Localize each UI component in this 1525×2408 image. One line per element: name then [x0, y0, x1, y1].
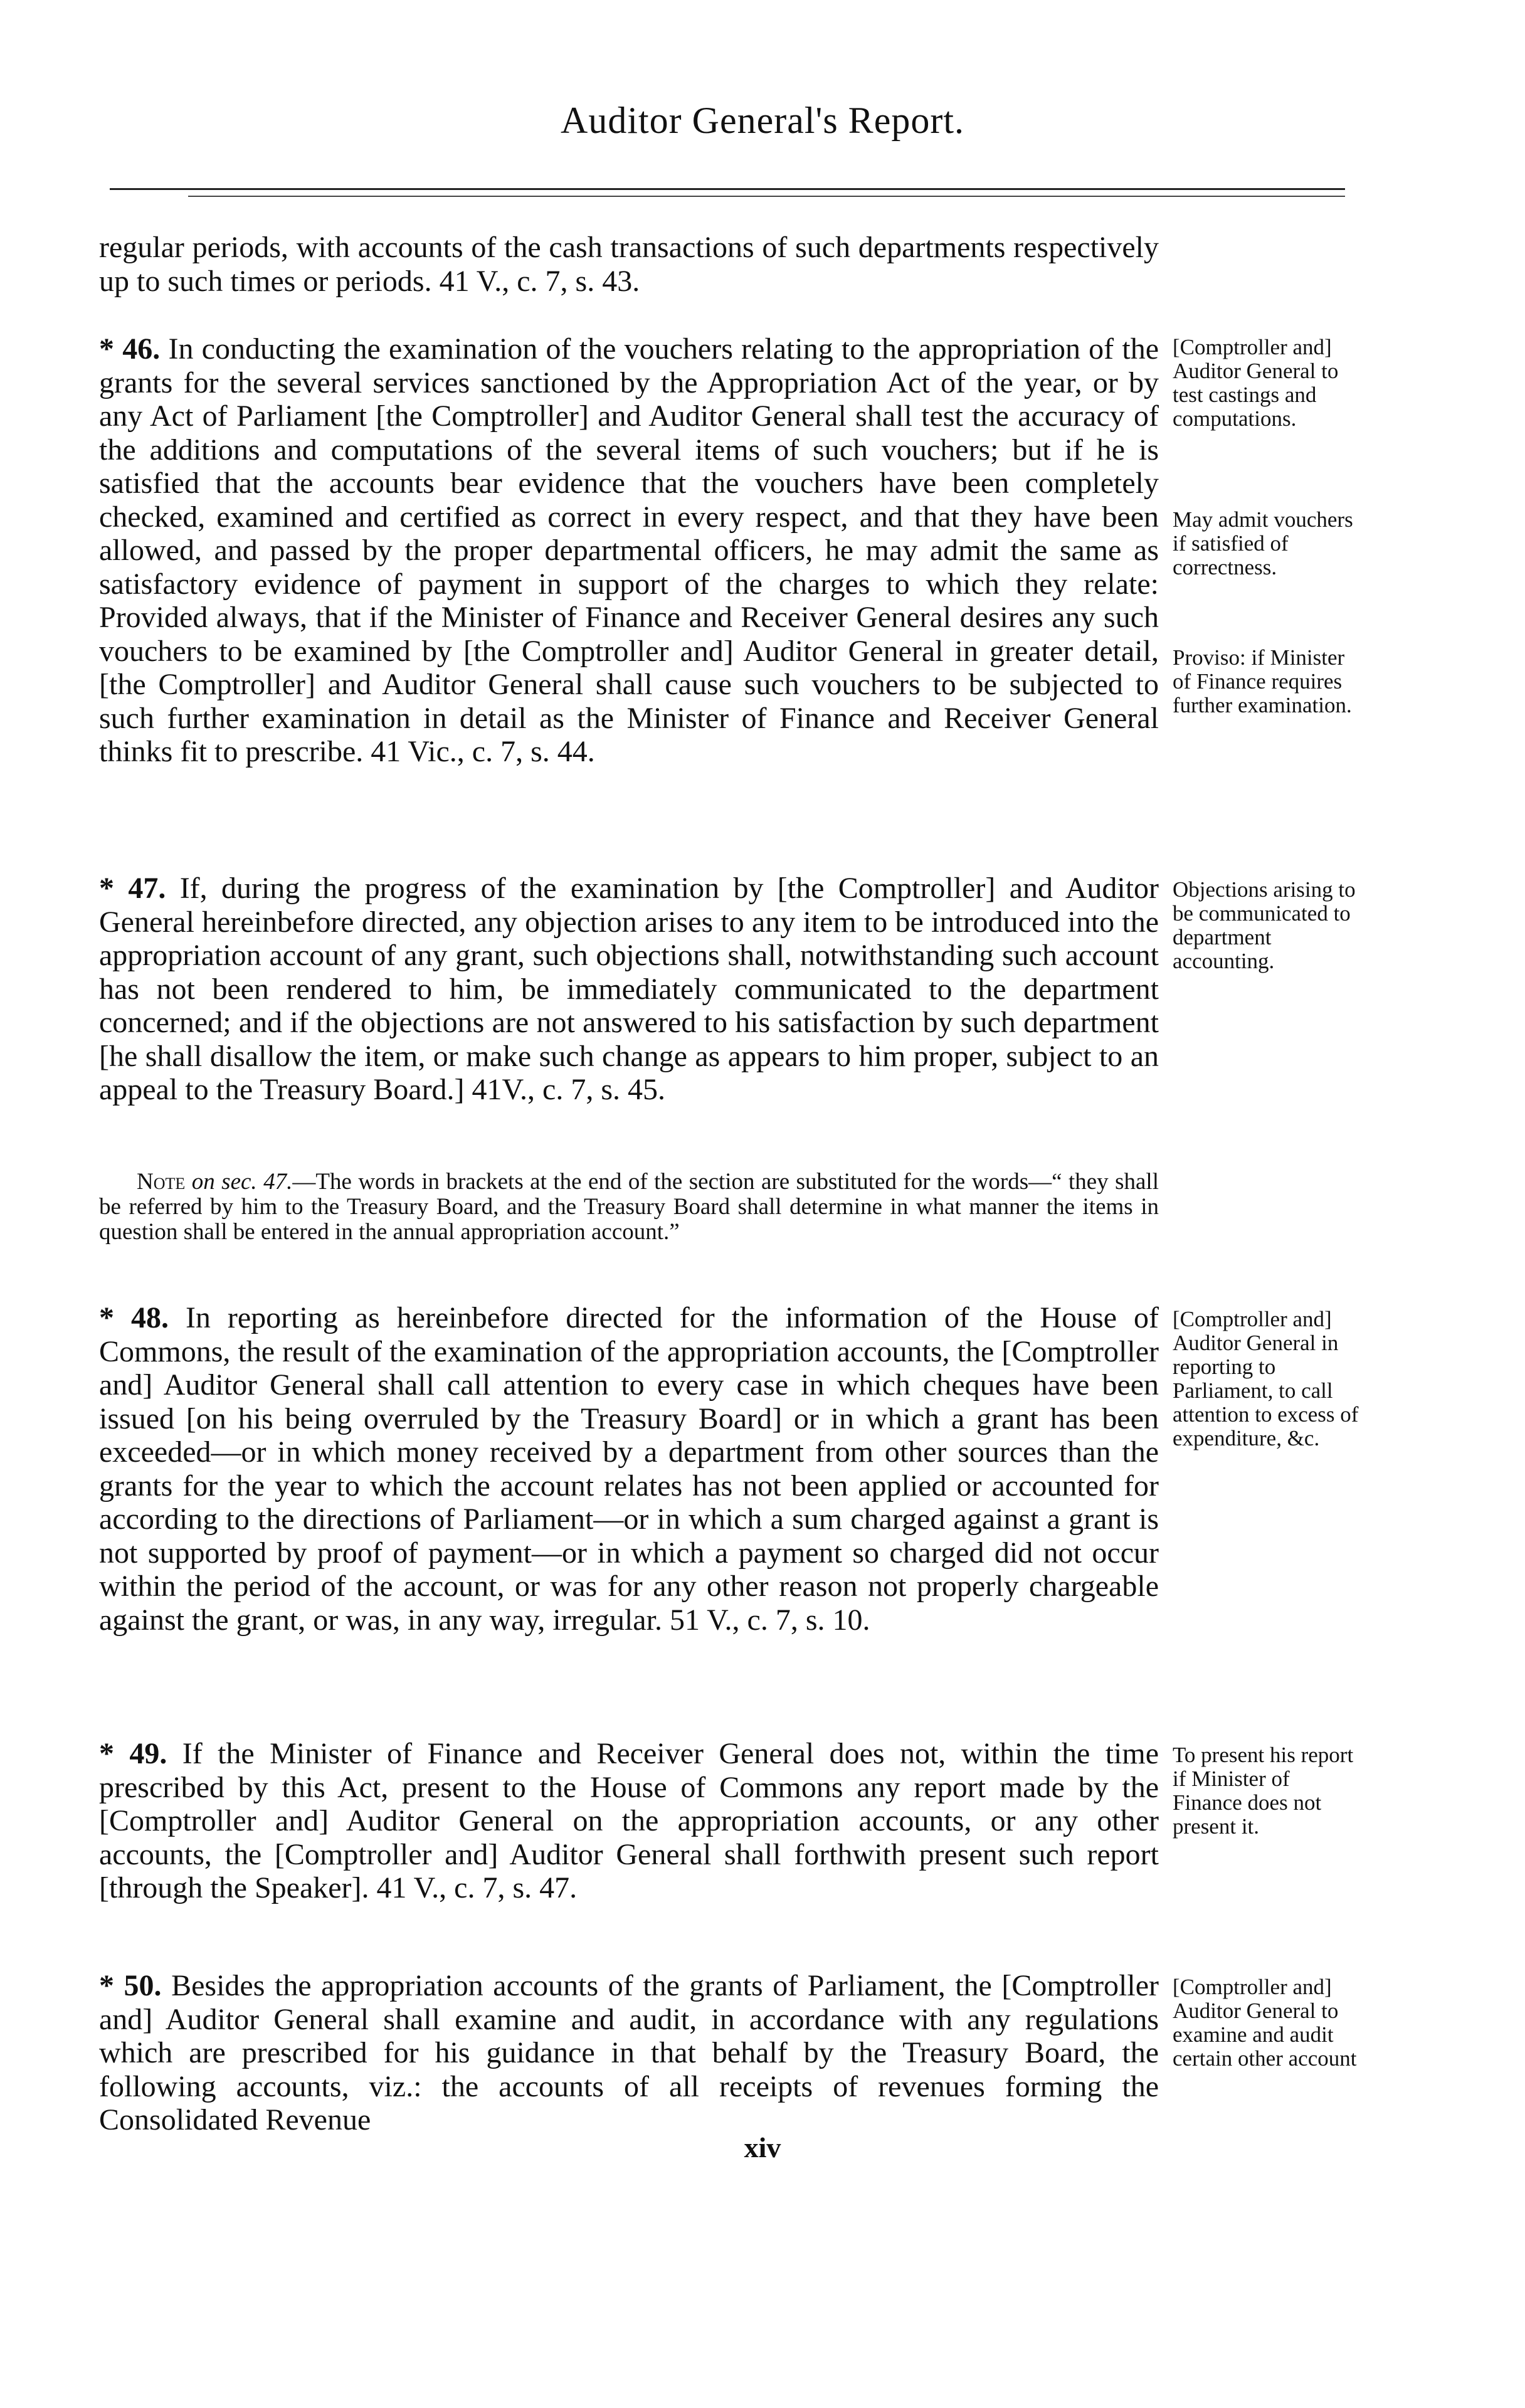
section-47-text: If, during the progress of the examination by [the Comptroller] and Auditor General hereinbefore directed, any objection arises to any item to be introduced into the appropriation account of any grant, such objections shall, notwithstanding such account has not been rendered to him, be immediately communicated to the department concerned; and if the objections are not answered to his satisfaction by such department [he shall disallow the item, or make such change as appears to him proper, subject to an appeal to the Treasury Board.] 41V., c. 7, s. 45. — [99, 872, 1159, 1106]
section-50-number: * 50. — [99, 1969, 162, 2002]
continuation-paragraph — [99, 231, 1159, 298]
section-49 — [99, 1737, 1159, 1905]
section-50-text: Besides the appropriation accounts of the grants of Parliament, the [Comptroller and] Auditor General shall examine and audit, in accordance with any regulations which are prescribed for his guidance in that behalf by the Treasury Board, the following accounts, viz.: the accounts of all receipts of revenues forming the Consolidated Revenue — [99, 1969, 1159, 2136]
section-46-text: In conducting the examination of the vouchers relating to the appropriation of the grants for the several services sanctioned by the Appropriation Act of the year, or by any Act of Parliament [the Comptroller] and Auditor General shall test the accuracy of the additions and computations of the several items of such vouchers; but if he is satisfied that the accounts bear evidence that the vouchers have been completely checked, examined and certified as correct in every respect, and that they have been allowed, and passed by the proper departmental officers, he may admit the same as satisfactory evidence of payment in support of the charges to which they relate: Provided always, that if the Minister of Finance and Receiver General desires any such vouchers to be examined by [the Comptroller and] Auditor General in greater detail, [the Comptroller] and Auditor General shall cause such vouchers to be subjected to such further examination in detail as the Minister of Finance and Receiver General thinks fit to prescribe. 41 Vic., c. 7, s. 44. — [99, 332, 1159, 768]
section-46 — [99, 332, 1159, 769]
section-46-margin-note-2: May admit vouchers if satisfied of correctness. — [1173, 507, 1353, 579]
section-49-text: If the Minister of Finance and Receiver General does not, within the time prescribed by this Act, present to the House of Commons any report made by the [Comptroller and] Auditor General on the appropriation accounts, or any other accounts, the [Comptroller and] Auditor General shall forthwith present such report [through the Speaker]. 41 V., c. 7, s. 47. — [99, 1737, 1159, 1904]
note-on-section-47 — [99, 1170, 1159, 1245]
section-47-margin-note: Objections arising to be communicated to department accounting. — [1173, 877, 1356, 973]
section-48-number: * 48. — [99, 1301, 169, 1334]
section-46-margin-note-3: Proviso: if Minister of Finance requires further examination. — [1173, 645, 1352, 717]
section-48-margin-note: [Comptroller and] Auditor General in reporting to Parliament, to call attention to excess of expenditure, &c. — [1173, 1307, 1359, 1450]
section-49-number: * 49. — [99, 1737, 167, 1770]
continuation-text: regular periods, with accounts of the cash transactions of such departments respectively up to such times or periods. 41 V., c. 7, s. 43. — [99, 231, 1159, 298]
section-50 — [99, 1969, 1159, 2137]
page-number: xiv — [744, 2131, 781, 2163]
section-46-number: * 46. — [99, 332, 161, 366]
note-label: Note — [137, 1169, 186, 1195]
section-47 — [99, 872, 1159, 1107]
section-48-text: In reporting as hereinbefore directed for the information of the House of Commons, the result of the examination of the appropriation accounts, the [Comptroller and] Auditor General shall call attention to every case in which cheques have been issued [on his being overruled by the Treasury Board] or in which a grant has been exceeded—or in which money received by a department from other sources than the grants for the year to which the account relates has not been applied or accounted for according to the directions of Parliament—or in which a sum charged against a grant is not supported by proof of payment—or in which a payment so charged did not occur within the period of the account, or was for any other reason not properly chargeable against the grant, or was, in any way, irregular. 51 V., c. 7, s. 10. — [99, 1301, 1159, 1637]
section-47-number: * 47. — [99, 872, 166, 905]
header-rule-secondary — [188, 196, 1345, 197]
note-reference: on sec. 47. — [191, 1169, 293, 1195]
note-text: —The words in brackets at the end of the section are substituted for the words—“ they shall be referred by him to the Treasury Board, and the Treasury Board shall determine in what manner the items in question shall be entered in the annual appropriation account.” — [99, 1169, 1159, 1245]
section-49-margin-note: To present his report if Minister of Finance does not present it. — [1173, 1743, 1354, 1839]
section-50-margin-note: [Comptroller and] Auditor General to examine and audit certain other account — [1173, 1975, 1357, 2071]
header-rule — [110, 188, 1345, 190]
section-48 — [99, 1301, 1159, 1637]
section-46-margin-note-1: [Comptroller and] Auditor General to test castings and computations. — [1173, 335, 1339, 431]
page-header-title: Auditor General's Report. — [561, 100, 964, 141]
